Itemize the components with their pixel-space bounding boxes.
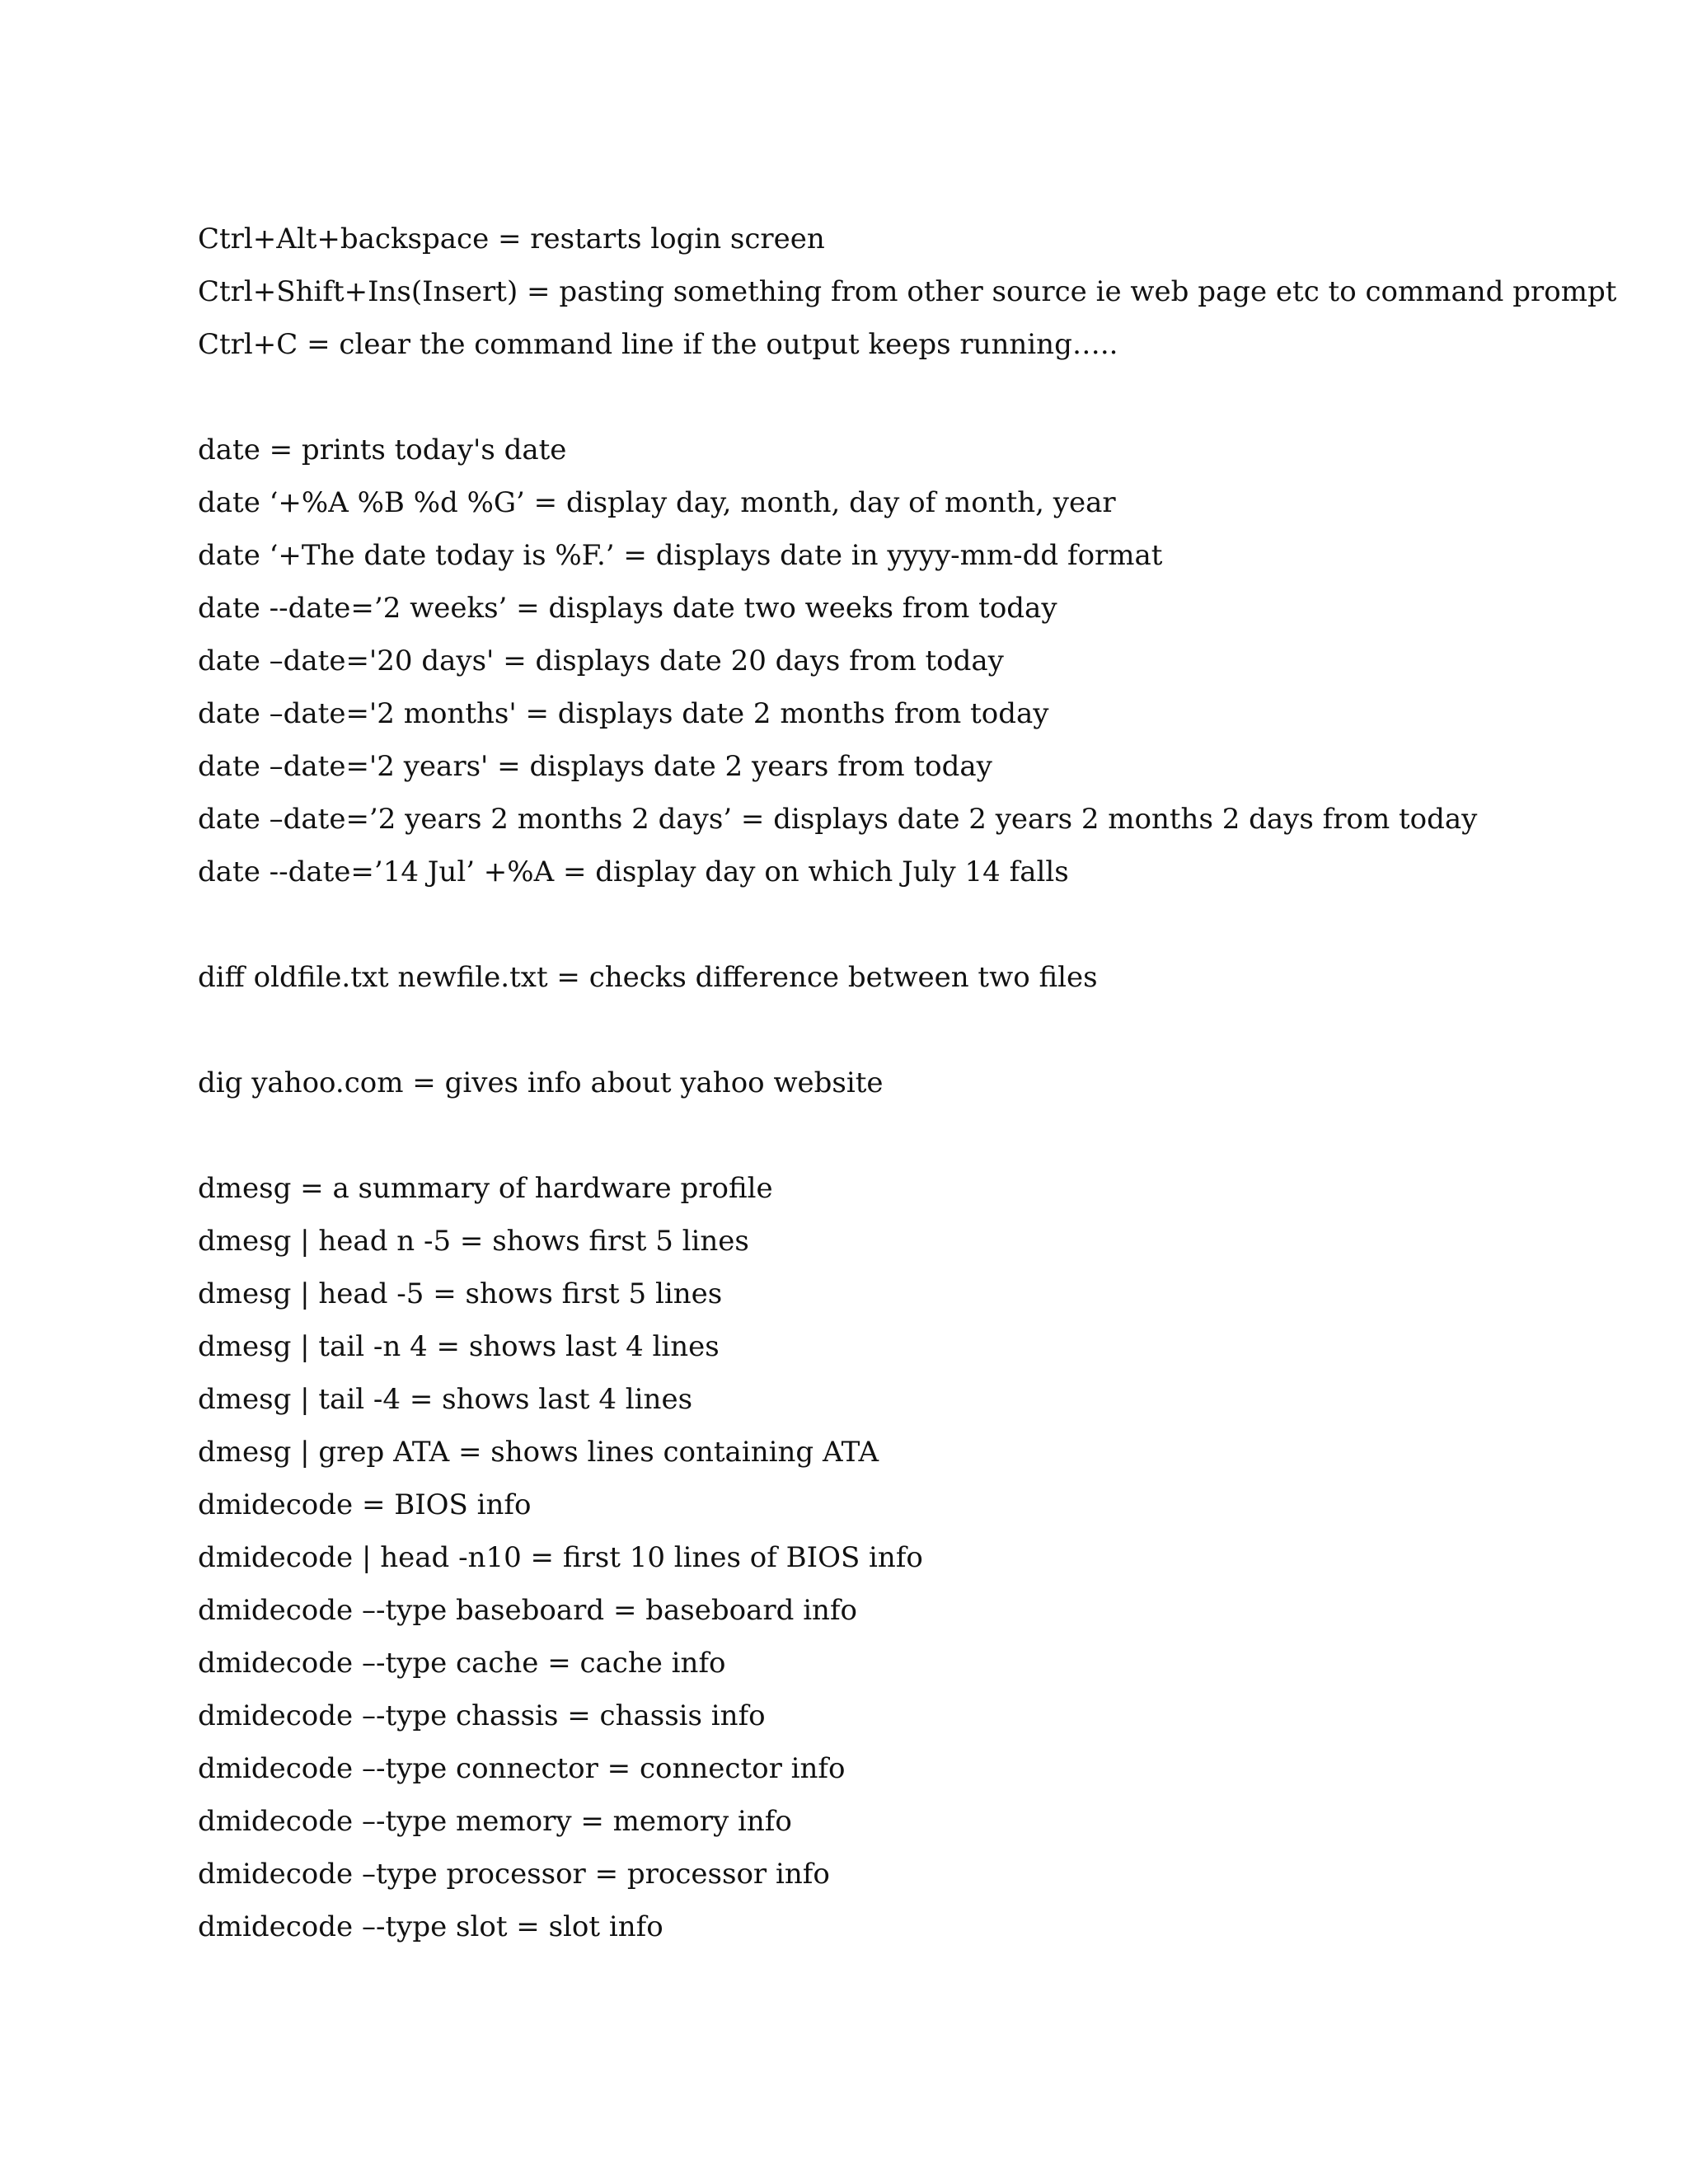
text-line: date ‘+%A %B %d %G’ = display day, month, day of month, year xyxy=(198,486,1116,519)
diff-command-group xyxy=(198,951,1599,1004)
text-line: date –date='2 months' = displays date 2 months from today xyxy=(198,697,1049,730)
text-line: date --date=’2 weeks’ = displays date two weeks from today xyxy=(198,592,1057,625)
text-line: dmesg | tail -4 = shows last 4 lines xyxy=(198,1383,693,1416)
text-line: dmidecode –type processor = processor info xyxy=(198,1858,830,1891)
text-line: dmidecode = BIOS info xyxy=(198,1488,532,1521)
text-line: dmesg | grep ATA = shows lines containing ATA xyxy=(198,1436,879,1469)
dig-command-group xyxy=(198,1057,1599,1109)
text-line: date –date=’2 years 2 months 2 days’ = displays date 2 years 2 months 2 days from today xyxy=(198,803,1478,836)
paragraph-gap xyxy=(198,371,1599,424)
text-line: dmesg | head n -5 = shows first 5 lines xyxy=(198,1225,749,1258)
text-line: dmidecode –-type baseboard = baseboard info xyxy=(198,1594,858,1627)
text-line: diff oldfile.txt newfile.txt = checks difference between two files xyxy=(198,961,1098,994)
text-line: dmidecode –-type connector = connector info xyxy=(198,1752,846,1785)
text-line: dig yahoo.com = gives info about yahoo website xyxy=(198,1066,884,1099)
document-body xyxy=(198,213,1617,1953)
paragraph-gap xyxy=(198,1004,1599,1057)
date-commands-group xyxy=(198,424,1599,898)
text-line: Ctrl+C = clear the command line if the output keeps running….. xyxy=(198,328,1118,361)
text-line: date --date=’14 Jul’ +%A = display day on which July 14 falls xyxy=(198,855,1069,888)
text-line: dmidecode –-type chassis = chassis info xyxy=(198,1699,766,1732)
text-line: dmidecode –-type slot = slot info xyxy=(198,1910,663,1943)
text-line: Ctrl+Alt+backspace = restarts login screen xyxy=(198,223,825,255)
text-line: date ‘+The date today is %F.’ = displays date in yyyy-mm-dd format xyxy=(198,539,1163,572)
text-line: dmidecode | head -n10 = first 10 lines of BIOS info xyxy=(198,1541,923,1574)
text-line: dmidecode –-type memory = memory info xyxy=(198,1805,792,1838)
paragraph-gap xyxy=(198,1109,1599,1162)
text-line: date = prints today's date xyxy=(198,434,567,466)
paragraph-gap xyxy=(198,898,1599,951)
text-line: dmesg | tail -n 4 = shows last 4 lines xyxy=(198,1330,720,1363)
keyboard-shortcuts-group xyxy=(198,213,1617,371)
text-line: dmesg | head -5 = shows first 5 lines xyxy=(198,1277,723,1310)
dmesg-dmidecode-group xyxy=(198,1162,1599,1953)
text-line: dmidecode –-type cache = cache info xyxy=(198,1647,726,1680)
text-line: dmesg = a summary of hardware profile xyxy=(198,1172,773,1205)
text-line: date –date='2 years' = displays date 2 years from today xyxy=(198,750,992,783)
text-line: Ctrl+Shift+Ins(Insert) = pasting something from other source ie web page etc to command prompt xyxy=(198,275,1617,308)
text-line: date –date='20 days' = displays date 20 days from today xyxy=(198,644,1004,677)
